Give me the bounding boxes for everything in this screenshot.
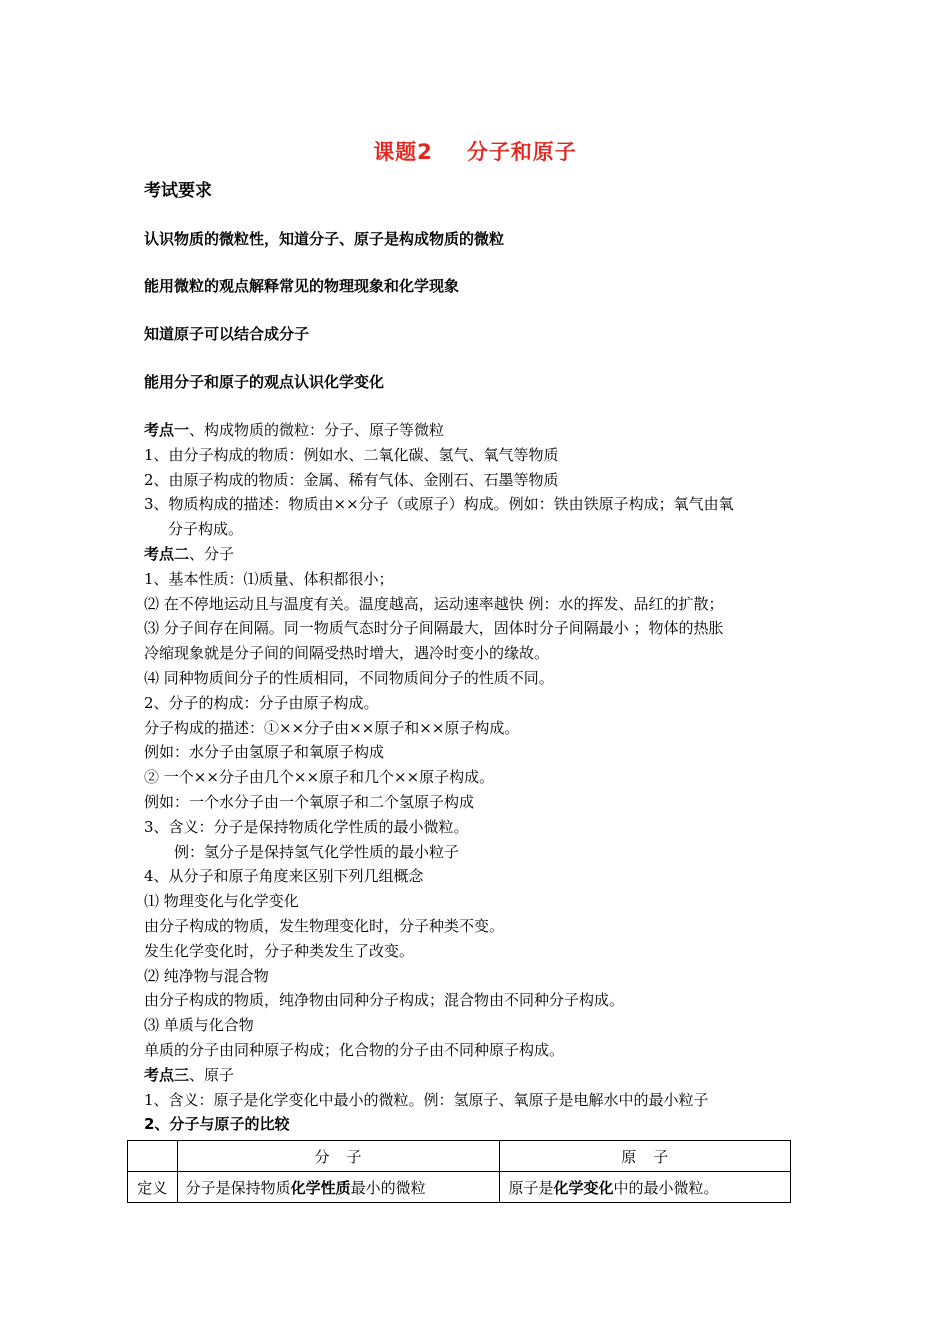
text-line: 4、从分子和原子角度来区别下列几组概念: [144, 867, 424, 886]
text-line: 由分子构成的物质，发生物理变化时，分子种类不变。: [144, 916, 505, 935]
text-line: 1、基本性质：⑴质量、体积都很小；: [144, 569, 394, 588]
text-line: ② 一个××分子由几个××原子和几个××原子构成。: [144, 768, 495, 787]
table-row-label: 定义: [128, 1172, 178, 1203]
text-line: 3、含义：分子是保持物质化学性质的最小微粒。: [144, 817, 469, 836]
page-title: [0, 136, 950, 166]
text-line: 分子构成。: [168, 520, 244, 539]
comparison-heading: 2、分子与原子的比较: [144, 1115, 290, 1134]
text-line: ⑶ 单质与化合物: [144, 1016, 254, 1035]
table-cell-molecule: 分子是保持物质化学性质最小的微粒: [177, 1172, 500, 1203]
point2-heading: 考点二、分子: [144, 544, 235, 563]
point3-label: 考点三: [144, 1065, 190, 1084]
text-line: 发生化学变化时，分子种类发生了改变。: [144, 941, 415, 960]
body-content: [144, 418, 824, 1137]
requirement-item: 知道原子可以结合成分子: [144, 325, 310, 343]
title-lesson-number: 课题2: [373, 140, 433, 164]
requirement-item: 能用分子和原子的观点认识化学变化: [144, 373, 385, 391]
table-header-cell: 分 子: [177, 1141, 500, 1172]
table-cell-atom: 原子是化学变化中的最小微粒。: [500, 1172, 791, 1203]
text-line: 1、含义：原子是化学变化中最小的微粒。例：氢原子、氧原子是电解水中的最小粒子: [144, 1090, 709, 1109]
point3-heading: 考点三、原子: [144, 1065, 235, 1084]
point1-label: 考点一: [144, 421, 190, 439]
text-line: 例如：一个水分子由一个氧原子和二个氢原子构成: [144, 792, 475, 811]
requirement-item: 认识物质的微粒性，知道分子、原子是构成物质的微粒: [144, 230, 505, 248]
text-line: 3、物质构成的描述：物质由××分子（或原子）构成。例如：铁由铁原子构成；氧气由氧: [144, 495, 734, 514]
table-row: [128, 1172, 791, 1203]
text-line: ⑵ 纯净物与混合物: [144, 966, 269, 985]
text-line: 2、分子的构成：分子由原子构成。: [144, 693, 379, 712]
point2-label: 考点二: [144, 544, 190, 563]
molecule-atom-comparison-table: [127, 1140, 791, 1203]
table-header-cell: [128, 1141, 178, 1172]
text-line: 2、由原子构成的物质：金属、稀有气体、金刚石、石墨等物质: [144, 470, 559, 489]
text-line: 单质的分子由同种原子构成；化合物的分子由不同种原子构成。: [144, 1040, 565, 1059]
table-header-cell: 原 子: [500, 1141, 791, 1172]
text-line: ⑷ 同种物质间分子的性质相同，不同物质间分子的性质不同。: [144, 668, 554, 687]
text-line: 例如：水分子由氢原子和氧原子构成: [144, 743, 385, 762]
requirements-heading: 考试要求: [144, 181, 212, 201]
point1-heading: 考点一、构成物质的微粒：分子、原子等微粒: [144, 421, 445, 439]
text-line: ⑶ 分子间存在间隔。同一物质气态时分子间隔最大，固体时分子间隔最小 ；物体的热胀: [144, 619, 724, 638]
text-line: 例：氢分子是保持氢气化学性质的最小粒子: [174, 842, 460, 861]
title-topic: 分子和原子: [466, 140, 577, 164]
text-line: 1、由分子构成的物质：例如水、二氧化碳、氢气、氧气等物质: [144, 445, 559, 464]
text-line: ⑵ 在不停地运动且与温度有关。温度越高，运动速率越快 例：水的挥发、品红的扩散；: [144, 594, 724, 613]
text-line: 由分子构成的物质，纯净物由同种分子构成；混合物由不同种分子构成。: [144, 991, 625, 1010]
text-line: 冷缩现象就是分子间的间隔受热时增大，遇冷时变小的缘故。: [144, 644, 550, 663]
text-line: ⑴ 物理变化与化学变化: [144, 892, 299, 911]
table-header-row: [128, 1141, 791, 1172]
requirement-item: 能用微粒的观点解释常见的物理现象和化学现象: [144, 277, 460, 295]
text-line: 分子构成的描述：①××分子由××原子和××原子构成。: [144, 718, 520, 737]
